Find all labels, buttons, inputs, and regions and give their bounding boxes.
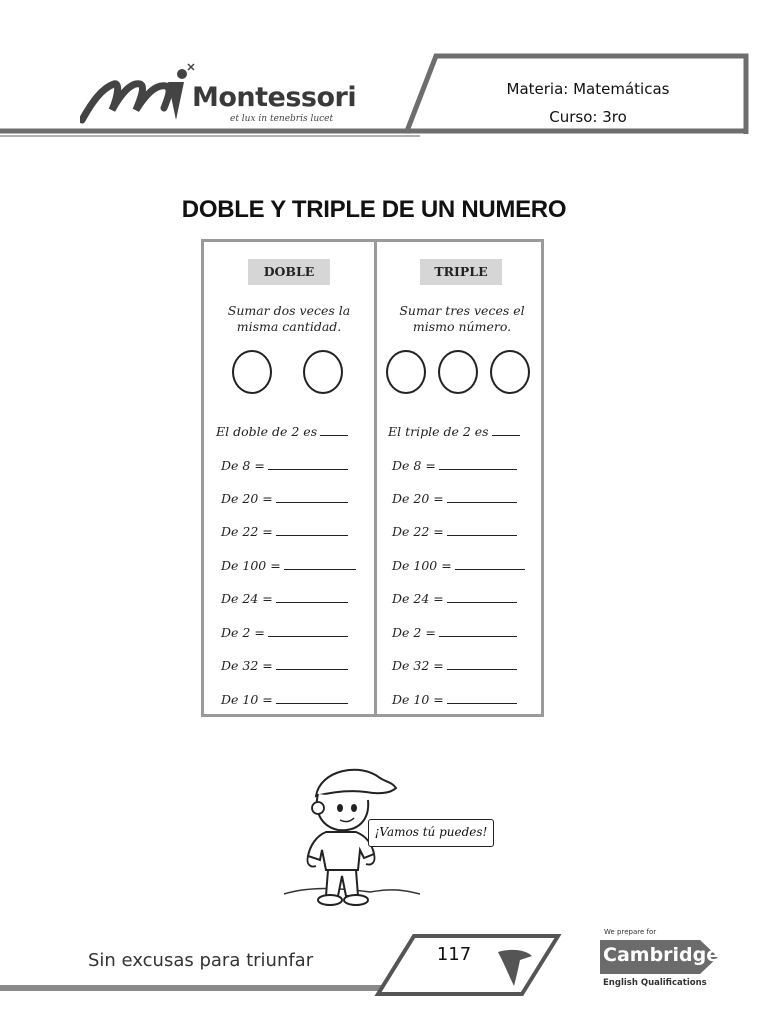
triple-circle[interactable]: [386, 350, 426, 394]
answer-blank[interactable]: [447, 522, 517, 536]
answer-blank[interactable]: [492, 422, 520, 436]
doble-heading: DOBLE: [248, 259, 330, 285]
doble-item-row: [221, 456, 348, 473]
answer-blank[interactable]: [439, 623, 517, 637]
triple-item-label: De 100 =: [392, 558, 452, 573]
triple-item-row: [392, 623, 517, 640]
triple-item-row: [392, 522, 517, 539]
page-number: 117: [436, 944, 472, 965]
answer-blank[interactable]: [268, 456, 348, 470]
triple-item-row: [392, 456, 517, 473]
cambridge-tagline: We prepare for: [604, 928, 657, 936]
answer-blank[interactable]: [320, 422, 348, 436]
doble-item-label: De 10 =: [221, 692, 273, 707]
montessori-logo: [80, 62, 357, 128]
answer-blank[interactable]: [447, 489, 517, 503]
doble-description: [209, 303, 369, 335]
logo-mark-icon: [80, 62, 200, 128]
subject-label: Materia: Matemáticas: [506, 80, 670, 98]
doble-item-row: [221, 489, 348, 506]
triple-column: [377, 242, 544, 714]
doble-intro-row: [216, 422, 348, 439]
triple-item-label: De 22 =: [392, 524, 444, 539]
triple-description-line1: Sumar tres veces el: [399, 303, 525, 318]
doble-item-label: De 32 =: [221, 658, 273, 673]
triple-item-row: [392, 690, 517, 707]
doble-circle[interactable]: [232, 350, 272, 394]
doble-intro-text: El doble de 2 es: [216, 424, 318, 439]
course-info-box: [430, 58, 746, 134]
triple-circle[interactable]: [490, 350, 530, 394]
doble-description-line1: Sumar dos veces la: [227, 303, 351, 318]
logo-wordmark: Montessori: [192, 82, 357, 113]
doble-item-label: De 24 =: [221, 591, 273, 606]
logo-motto: et lux in tenebris lucet: [230, 114, 334, 124]
triple-heading: TRIPLE: [420, 259, 502, 285]
triple-item-label: De 8 =: [392, 458, 436, 473]
doble-item-label: De 22 =: [221, 524, 273, 539]
triple-item-row: [392, 656, 517, 673]
answer-blank[interactable]: [447, 656, 517, 670]
page-title: DOBLE Y TRIPLE DE UN NUMERO: [181, 196, 567, 223]
doble-item-row: [221, 522, 348, 539]
triple-item-label: De 20 =: [392, 491, 444, 506]
doble-item-row: [221, 589, 348, 606]
triple-description-line2: mismo número.: [412, 319, 512, 334]
doble-item-row: [221, 690, 348, 707]
doble-description-line2: misma cantidad.: [236, 319, 342, 334]
doble-item-label: De 2 =: [221, 625, 265, 640]
answer-blank[interactable]: [447, 589, 517, 603]
answer-blank[interactable]: [439, 456, 517, 470]
answer-blank[interactable]: [447, 690, 517, 704]
doble-item-label: De 100 =: [221, 558, 281, 573]
triple-item-row: [392, 556, 525, 573]
cambridge-wordmark: Cambridge: [603, 944, 720, 966]
answer-blank[interactable]: [276, 489, 348, 503]
answer-blank[interactable]: [276, 589, 348, 603]
doble-circle[interactable]: [303, 350, 343, 394]
page-number-frame: [370, 930, 570, 1000]
triple-item-label: De 24 =: [392, 591, 444, 606]
answer-blank[interactable]: [284, 556, 356, 570]
grade-label: Curso: 3ro: [549, 108, 627, 126]
cambridge-subtitle: English Qualifications: [603, 978, 707, 988]
doble-column: [204, 242, 377, 714]
answer-blank[interactable]: [455, 556, 525, 570]
answer-blank[interactable]: [276, 690, 348, 704]
doble-item-row: [221, 556, 356, 573]
doble-item-label: De 8 =: [221, 458, 265, 473]
worksheet-table: [201, 239, 544, 717]
footer-slogan: Sin excusas para triunfar: [88, 950, 314, 971]
answer-blank[interactable]: [276, 656, 348, 670]
triple-item-row: [392, 489, 517, 506]
triple-circle[interactable]: [438, 350, 478, 394]
answer-blank[interactable]: [276, 522, 348, 536]
triple-intro-row: [388, 422, 520, 439]
doble-item-row: [221, 656, 348, 673]
doble-item-label: De 20 =: [221, 491, 273, 506]
page-header: [0, 0, 768, 150]
triple-item-label: De 2 =: [392, 625, 436, 640]
triple-item-label: De 32 =: [392, 658, 444, 673]
triple-item-label: De 10 =: [392, 692, 444, 707]
answer-blank[interactable]: [268, 623, 348, 637]
triple-intro-text: El triple de 2 es: [388, 424, 489, 439]
triple-item-row: [392, 589, 517, 606]
doble-item-row: [221, 623, 348, 640]
speech-bubble: ¡Vamos tú puedes!: [368, 819, 494, 847]
triple-description: [382, 303, 542, 335]
